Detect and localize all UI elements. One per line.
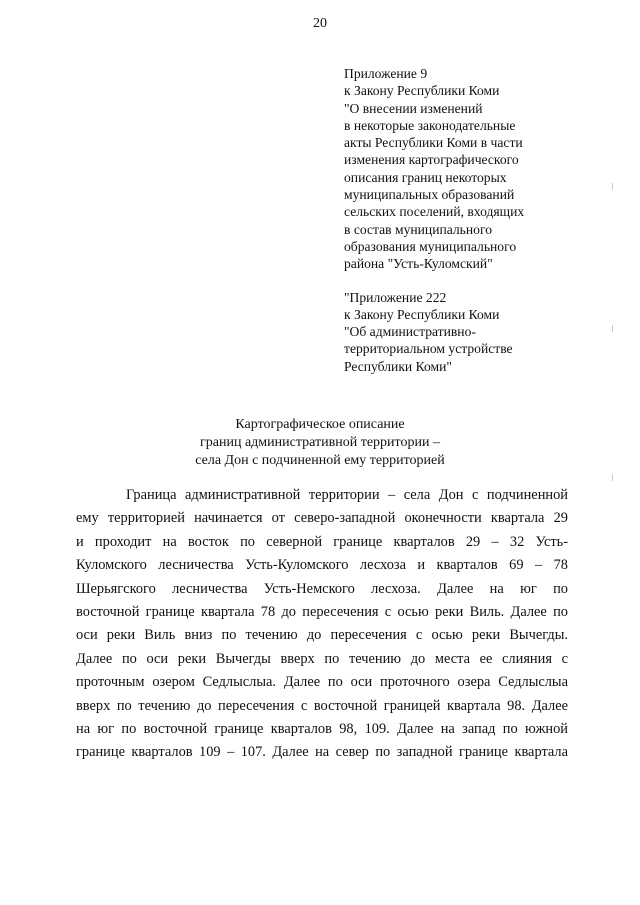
- body-line: восточной границе квартала 78 до пересечения с осью реки Виль. Далее по: [76, 604, 568, 621]
- title-line: Картографическое описание: [235, 417, 405, 432]
- body-line: вверх по течению до пересечения с восточной границей квартала 98. Далее: [76, 697, 568, 714]
- scan-artifact: [612, 325, 613, 332]
- body-line: и проходит на восток по северной границе кварталов 29 – 32 Усть-: [76, 533, 568, 550]
- appendix-222-line: "Приложение 222: [344, 289, 447, 305]
- appendix-9-line: "О внесении изменений: [344, 100, 483, 116]
- appendix-9-block: [344, 65, 614, 273]
- appendix-9-line: описания границ некоторых: [344, 169, 507, 185]
- appendix-9-line: муниципальных образований: [344, 187, 515, 203]
- appendix-9-line: в состав муниципального: [344, 221, 492, 237]
- title-line: границ административной территории –: [200, 435, 440, 450]
- appendix-header: [344, 65, 614, 375]
- appendix-9-line: района "Усть-Куломский": [344, 256, 493, 272]
- appendix-spacer: [344, 273, 614, 289]
- body-line: границе кварталов 109 – 107. Далее на север по западной границе квартала: [76, 744, 568, 761]
- document-title: [0, 416, 640, 470]
- appendix-9-line: Приложение 9: [344, 66, 428, 81]
- appendix-9-line: акты Республики Коми в части: [344, 135, 523, 151]
- body-line: проточным озером Седлыслыа. Далее по оси проточного озера Седлыслыа: [76, 674, 568, 691]
- appendix-9-line: в некоторые законодательные: [344, 117, 516, 133]
- body-line: Куломского лесничества Усть-Куломского лесхоза и кварталов 69 – 78: [76, 557, 568, 574]
- scan-artifact: [612, 474, 613, 481]
- body-line: Далее по оси реки Вычегды вверх по течению до места ее слияния с: [76, 650, 568, 667]
- appendix-222-line: "Об административно-: [344, 324, 476, 340]
- appendix-9-line: изменения картографического: [344, 152, 519, 168]
- body-line: Граница административной территории – села Дон с подчиненной: [126, 487, 568, 503]
- body-paragraph: [76, 484, 568, 765]
- body-line: Шерьягского лесничества Усть-Немского лесхоза. Далее на юг по: [76, 580, 568, 597]
- appendix-9-line: образования муниципального: [344, 238, 517, 254]
- title-line: села Дон с подчиненной ему территорией: [195, 453, 445, 468]
- appendix-222-line: Республики Коми": [344, 358, 452, 374]
- appendix-222-block: [344, 289, 614, 375]
- scan-artifact: [612, 183, 613, 190]
- body-line: ему территорией начинается от северо-западной оконечности квартала 29: [76, 510, 568, 527]
- page-number: 20: [313, 16, 327, 31]
- body-line: оси реки Виль вниз по течению до пересечения с осью реки Вычегды.: [76, 627, 568, 644]
- appendix-222-line: территориальном устройстве: [344, 341, 513, 357]
- body-line: на юг по восточной границе кварталов 98, 109. Далее на запад по южной: [76, 721, 568, 738]
- appendix-222-line: к Закону Республики Коми: [344, 306, 500, 322]
- appendix-9-line: к Закону Республики Коми: [344, 83, 500, 99]
- appendix-9-line: сельских поселений, входящих: [344, 204, 525, 220]
